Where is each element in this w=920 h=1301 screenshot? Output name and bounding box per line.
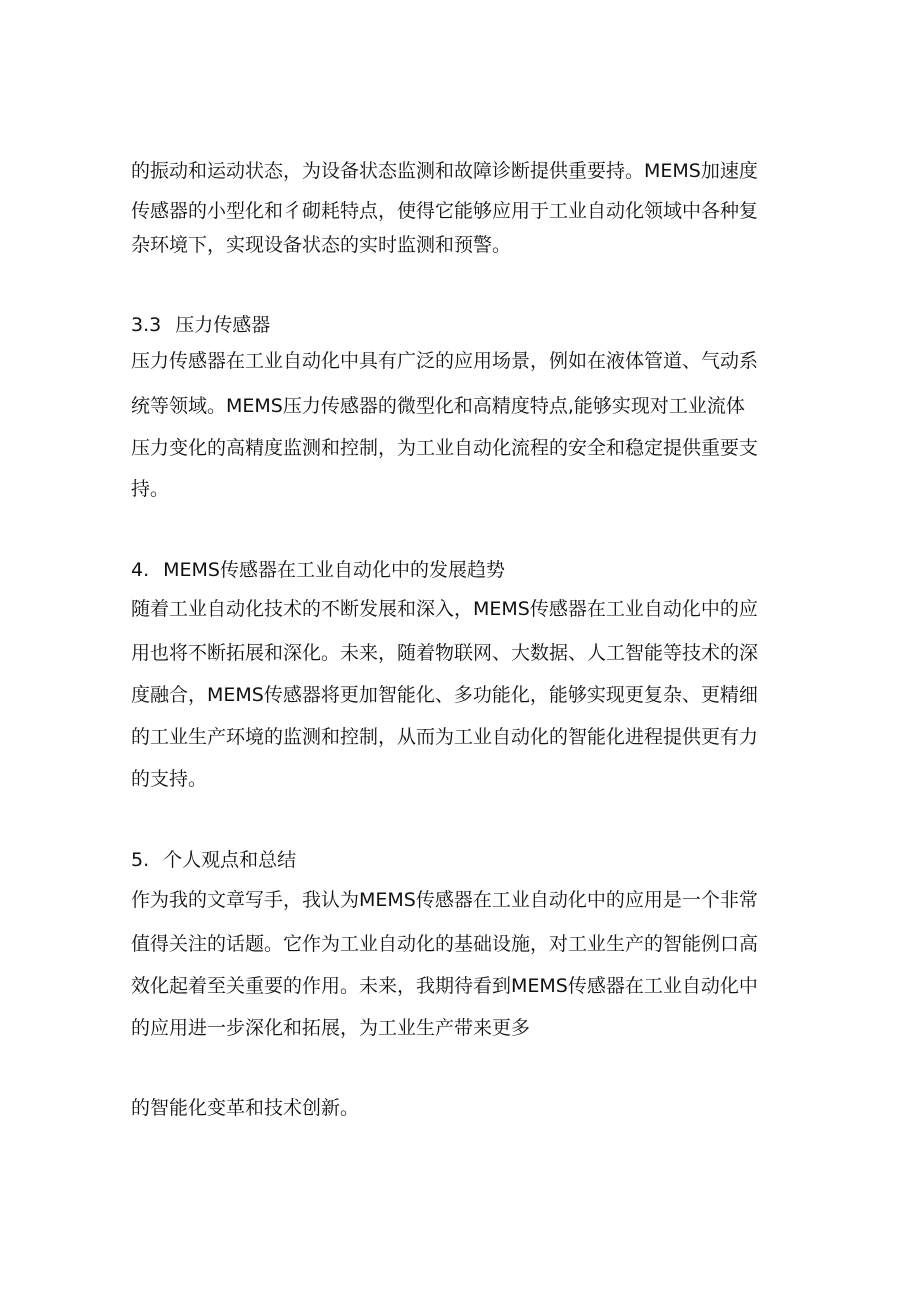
paragraph-line: 持。 <box>131 478 170 500</box>
paragraph-line: 压力传感器在工业自动化中具有广泛的应用场景，例如在液体管道、气动系 <box>131 350 759 372</box>
section-title: MEMS传感器在工业自动化中的发展趋势 <box>163 559 505 581</box>
paragraph-line: 随着工业自动化技术的不断发展和深入，MEMS传感器在工业自动化中的应 <box>131 598 758 620</box>
paragraph-line: 的智能化变革和技术创新。 <box>131 1097 360 1119</box>
paragraph-line: 度融合，MEMS传感器将更加智能化、多功能化，能够实现更复杂、更精细 <box>131 684 758 706</box>
paragraph-line: 的支持。 <box>131 768 208 790</box>
section-number: 3.3 <box>131 314 162 336</box>
paragraph-line: 作为我的文章写手，我认为MEMS传感器在工业自动化中的应用是一个非常 <box>131 889 758 911</box>
paragraph-line: 杂环境下，实现设备状态的实时监测和预警。 <box>131 234 512 256</box>
paragraph-line: 的振动和运动状态，为设备状态监测和故障诊断提供重要持。MEMS加速度 <box>131 160 758 182</box>
section-heading-5 <box>131 848 811 872</box>
paragraph-line: 用也将不断拓展和深化。未来，随着物联网、大数据、人工智能等技术的深 <box>131 642 759 664</box>
section-heading-4 <box>131 558 811 582</box>
section-title: 压力传感器 <box>175 314 271 336</box>
paragraph-line: 统等领域。MEMS压力传感器的微型化和高精度特点,能够实现对工业流体 <box>131 395 745 417</box>
paragraph-line: 压力变化的高精度监测和控制，为工业自动化流程的安全和稳定提供重要支 <box>131 437 759 459</box>
paragraph-line: 值得关注的话题。它作为工业自动化的基础设施，对工业生产的智能例口高 <box>131 933 759 955</box>
paragraph-line: 传感器的小型化和彳砌耗特点，使得它能够应用于工业自动化领域中各种复 <box>131 200 759 222</box>
section-number: 5. <box>131 849 150 871</box>
paragraph-line: 效化起着至关重要的作用。未来，我期待看到MEMS传感器在工业自动化中 <box>131 975 758 997</box>
section-title: 个人观点和总结 <box>163 849 297 871</box>
paragraph-line: 的应用进一步深化和拓展，为工业生产带来更多 <box>131 1017 531 1039</box>
paragraph-line: 的工业生产环境的监测和控制，从而为工业自动化的智能化进程提供更有力 <box>131 726 759 748</box>
section-number: 4. <box>131 559 150 581</box>
section-heading-3-3 <box>131 313 811 337</box>
